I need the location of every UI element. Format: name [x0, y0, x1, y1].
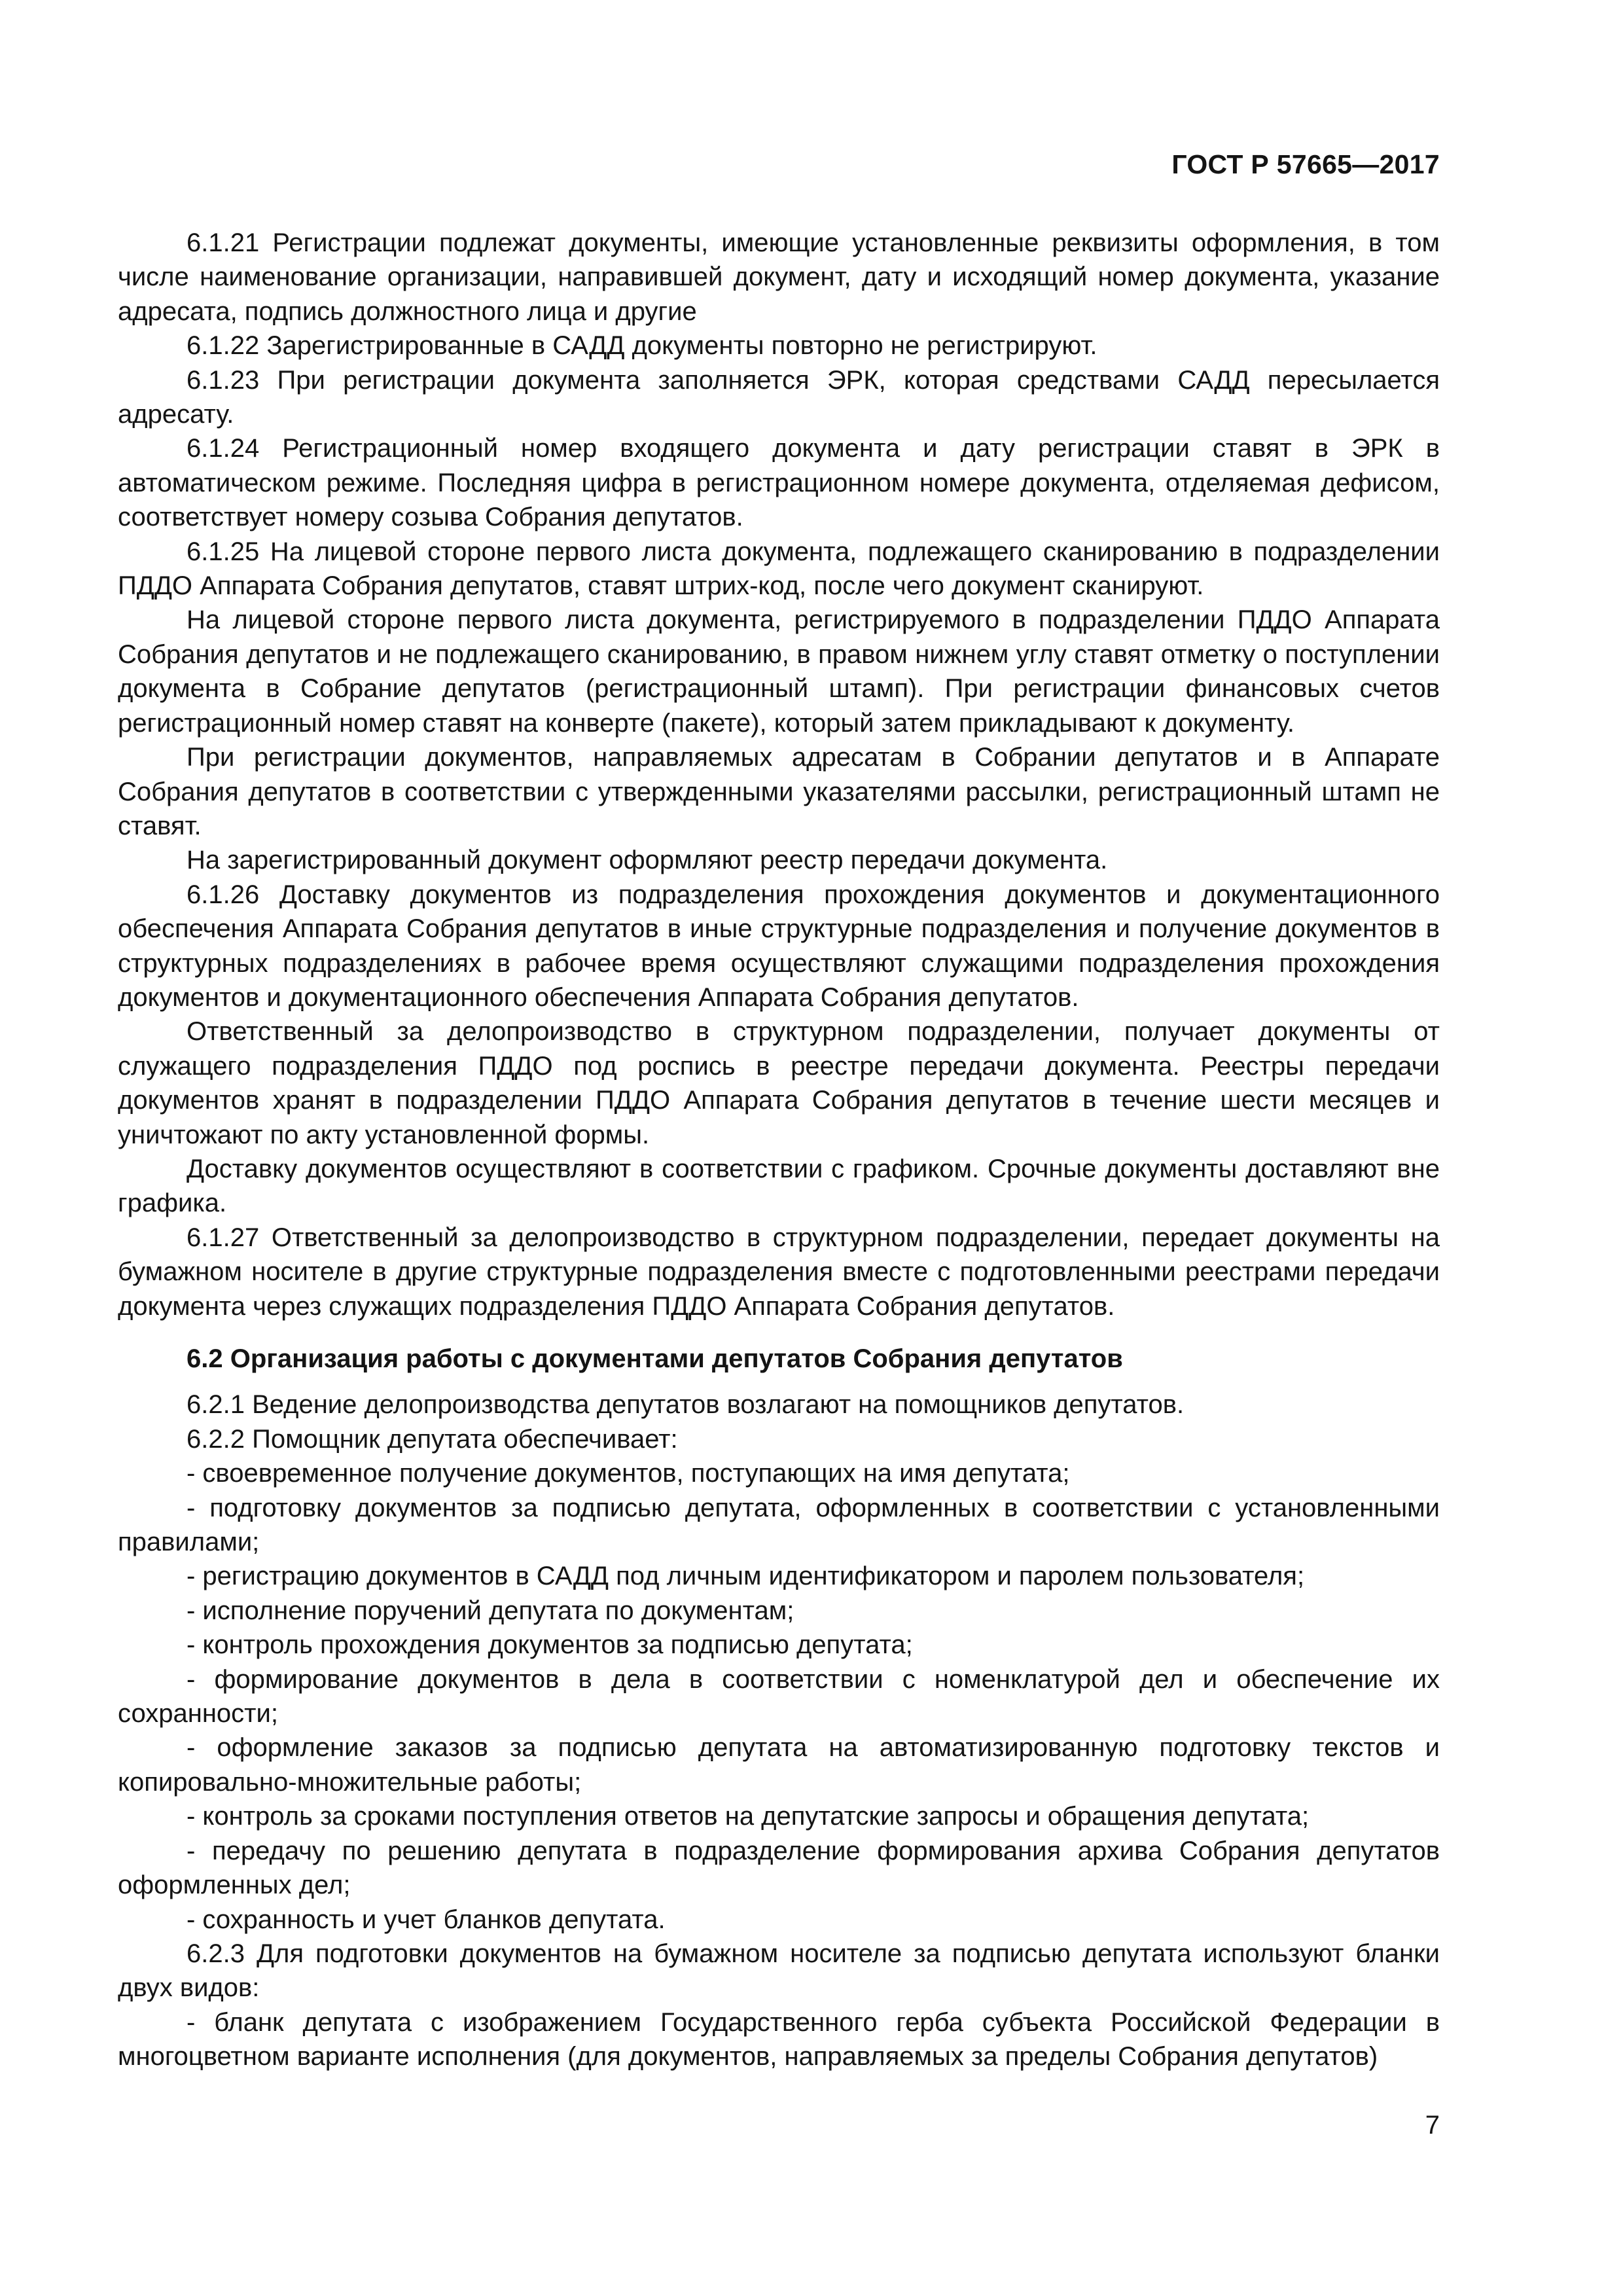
- section-heading: 6.2 Организация работы с документами депутатов Собрания депутатов: [187, 1344, 1123, 1373]
- paragraph: 6.1.26 Доставку документов из подразделения прохождения документов и документационного обеспечения Аппарата Собрания депутатов в иные структурные подразделения и получение документов в структурных подразделениях в рабочее время осуществляют служащими подразделения прохождения документов и документационного обеспечения Аппарата Собрания депутатов.: [118, 880, 1440, 1012]
- paragraph: Доставку документов осуществляют в соответствии с графиком. Срочные документы доставляют вне графика.: [118, 1154, 1440, 1218]
- paragraph: 6.2.1 Ведение делопроизводства депутатов возлагают на помощников депутатов.: [187, 1390, 1185, 1420]
- document-header: ГОСТ Р 57665—2017: [1171, 149, 1440, 179]
- list-item: - сохранность и учет бланков депутата.: [187, 1905, 666, 1934]
- list-item: - бланк депутата с изображением Государственного герба субъекта Российской Федерации в многоцветном варианте исполнения (для документов, направляемых за пределы Собрания депутатов): [118, 2007, 1440, 2072]
- paragraph: 6.1.23 При регистрации документа заполняется ЭРК, которая средствами САДД пересылается адресату.: [118, 365, 1440, 429]
- paragraph: 6.1.24 Регистрационный номер входящего документа и дату регистрации ставят в ЭРК в автоматическом режиме. Последняя цифра в регистрационном номере документа, отделяемая дефисом, соответствует номеру созыва Собрания депутатов.: [118, 434, 1440, 532]
- list-item: - регистрацию документов в САДД под личным идентификатором и паролем пользователя;: [187, 1562, 1305, 1591]
- list-item: - контроль прохождения документов за подписью депутата;: [187, 1630, 913, 1660]
- paragraph: 6.1.22 Зарегистрированные в САДД документы повторно не регистрируют.: [187, 331, 1097, 361]
- page-number: 7: [1425, 2111, 1440, 2140]
- list-item: - формирование документов в дела в соответствии с номенклатурой дел и обеспечение их сохранности;: [118, 1664, 1440, 1729]
- paragraph: 6.1.21 Регистрации подлежат документы, имеющие установленные реквизиты оформления, в том числе наименование организации, направившей документ, дату и исходящий номер документа, указание адресата, подпись должностного лица и другие: [118, 228, 1440, 326]
- list-item: - своевременное получение документов, поступающих на имя депутата;: [187, 1459, 1070, 1488]
- list-item: - передачу по решению депутата в подразделение формирования архива Собрания депутатов оформленных дел;: [118, 1836, 1440, 1900]
- paragraph: При регистрации документов, направляемых адресатам в Собрании депутатов и в Аппарате Собрания депутатов в соответствии с утвержденными указателями рассылки, регистрационный штамп не ставят.: [118, 743, 1440, 840]
- list-item: - исполнение поручений депутата по документам;: [187, 1596, 794, 1625]
- list-item: - контроль за сроками поступления ответов на депутатские запросы и обращения депутата;: [187, 1802, 1310, 1831]
- paragraph: 6.2.3 Для подготовки документов на бумажном носителе за подписью депутата используют бланки двух видов:: [118, 1939, 1440, 2003]
- paragraph: Ответственный за делопроизводство в структурном подразделении, получает документы от служащего подразделения ПДДО под роспись в реестре передачи документа. Реестры передачи документов хранят в подразделении ПДДО Аппарата Собрания депутатов в течение шести месяцев и уничтожают по акту установленной формы.: [118, 1017, 1440, 1149]
- paragraph: 6.1.27 Ответственный за делопроизводство в структурном подразделении, передает документы на бумажном носителе в другие структурные подразделения вместе с подготовленными реестрами передачи документа через служащих подразделения ПДДО Аппарата Собрания депутатов.: [118, 1223, 1440, 1321]
- paragraph: 6.1.25 На лицевой стороне первого листа документа, подлежащего сканированию в подразделении ПДДО Аппарата Собрания депутатов, ставят штрих-код, после чего документ сканируют.: [118, 537, 1440, 601]
- paragraph: 6.2.2 Помощник депутата обеспечивает:: [187, 1424, 678, 1454]
- document-body: [118, 226, 1440, 2074]
- paragraph: На лицевой стороне первого листа документа, регистрируемого в подразделении ПДДО Аппарата Собрания депутатов и не подлежащего сканированию, в правом нижнем углу ставят отметку о поступлении документа в Собрание депутатов (регистрационный штамп). При регистрации финансовых счетов регистрационный номер ставят на конверте (пакете), который затем прикладывают к документу.: [118, 605, 1440, 738]
- list-item: - подготовку документов за подписью депутата, оформленных в соответствии с установленными правилами;: [118, 1493, 1440, 1557]
- list-item: - оформление заказов за подписью депутата на автоматизированную подготовку текстов и копировально-множительные работы;: [118, 1733, 1440, 1797]
- paragraph: На зарегистрированный документ оформляют реестр передачи документа.: [187, 846, 1108, 875]
